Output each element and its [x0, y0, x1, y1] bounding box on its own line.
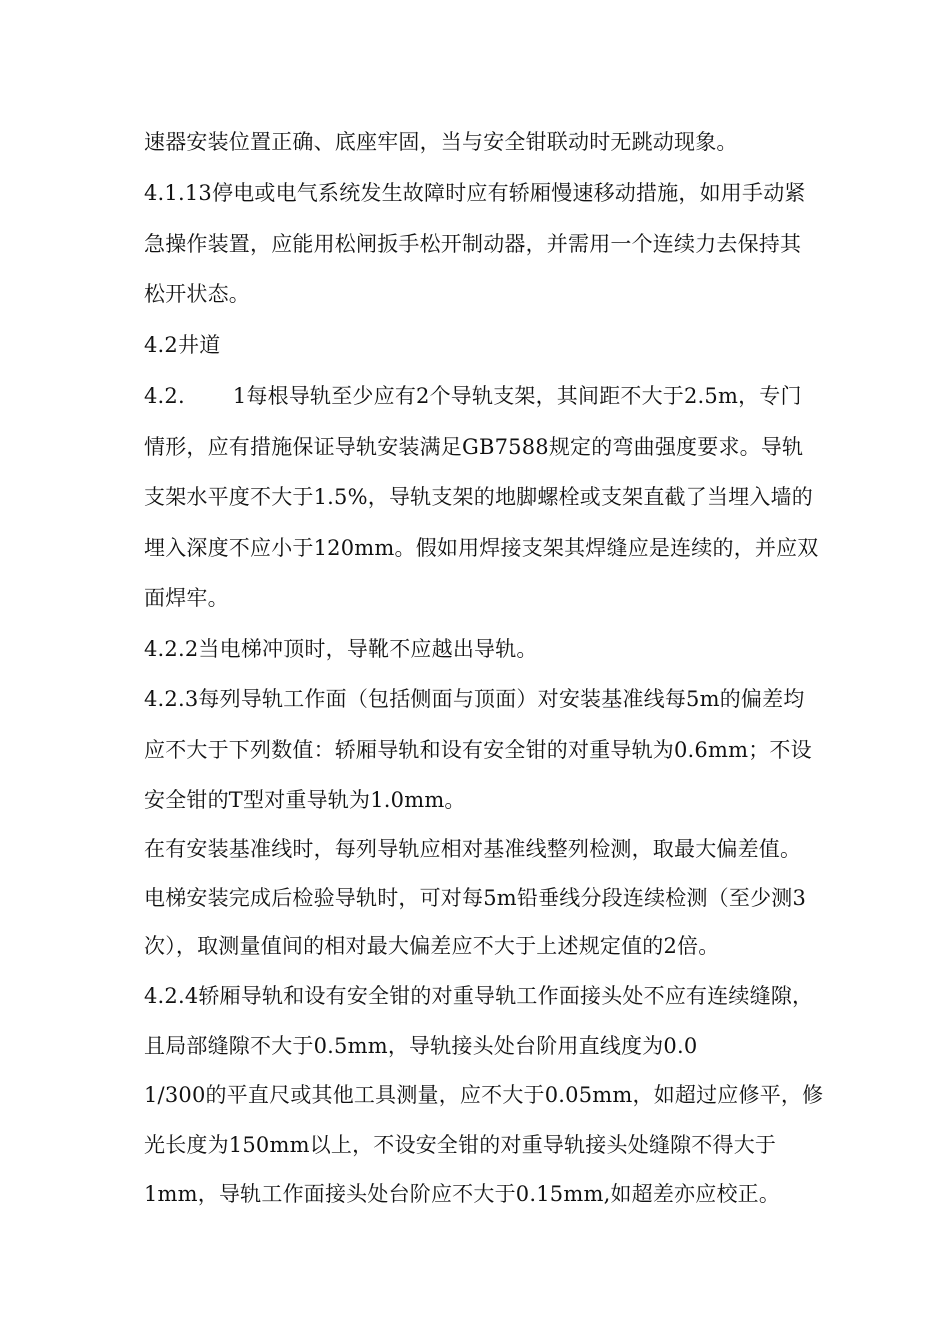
text-line: 光长度为150mm以上，不设安全钳的对重导轨接头处缝隙不得大于	[144, 1133, 777, 1157]
text-line: 4.1.13停电或电气系统发生故障时应有轿厢慢速移动措施，如用手动紧	[144, 181, 806, 205]
clause-number: 4.2.	[144, 384, 185, 408]
clause-text: 1每根导轨至少应有2个导轨支架，其间距不大于2.5m，专门	[232, 384, 802, 408]
text-line: 4.2.2当电梯冲顶时，导靴不应越出导轨。	[144, 637, 538, 661]
text-line: 且局部缝隙不大于0.5mm，导轨接头处台阶用直线度为0.0	[144, 1034, 698, 1058]
text-line: 1mm，导轨工作面接头处台阶应不大于0.15mm,如超差亦应校正。	[144, 1182, 781, 1206]
text-line: 1/300的平直尺或其他工具测量，应不大于0.05mm，如超过应修平，修	[144, 1083, 824, 1107]
text-line: 次），取测量值间的相对最大偏差应不大于上述规定值的2倍。	[144, 934, 720, 958]
text-line: 电梯安装完成后检验导轨时，可对每5m铅垂线分段连续检测（至少测3	[144, 886, 807, 910]
text-line: 松开状态。	[144, 282, 250, 306]
text-line: 在有安装基准线时，每列导轨应相对基准线整列检测，取最大偏差值。	[144, 837, 802, 861]
text-line-split	[144, 382, 802, 410]
text-line: 急操作装置，应能用松闸扳手松开制动器，并需用一个连续力去保持其	[144, 232, 802, 256]
text-line: 应不大于下列数值：轿厢导轨和设有安全钳的对重导轨为0.6mm；不设	[144, 738, 812, 762]
text-line: 速器安装位置正确、底座牢固，当与安全钳联动时无跳动现象。	[144, 130, 738, 154]
text-line: 支架水平度不大于1.5%，导轨支架的地脚螺栓或支架直截了当埋入墙的	[144, 485, 813, 509]
section-heading: 4.2井道	[144, 333, 221, 357]
text-line: 4.2.3每列导轨工作面（包括侧面与顶面）对安装基准线每5m的偏差均	[144, 687, 805, 711]
text-line: 4.2.4轿厢导轨和设有安全钳的对重导轨工作面接头处不应有连续缝隙，	[144, 984, 814, 1008]
text-line: 面焊牢。	[144, 586, 229, 610]
text-line: 安全钳的T型对重导轨为1.0mm。	[144, 788, 466, 812]
text-line: 埋入深度不应小于120mm。假如用焊接支架其焊缝应是连续的，并应双	[144, 536, 819, 560]
text-line: 情形，应有措施保证导轨安装满足GB7588规定的弯曲强度要求。导轨	[144, 435, 804, 459]
